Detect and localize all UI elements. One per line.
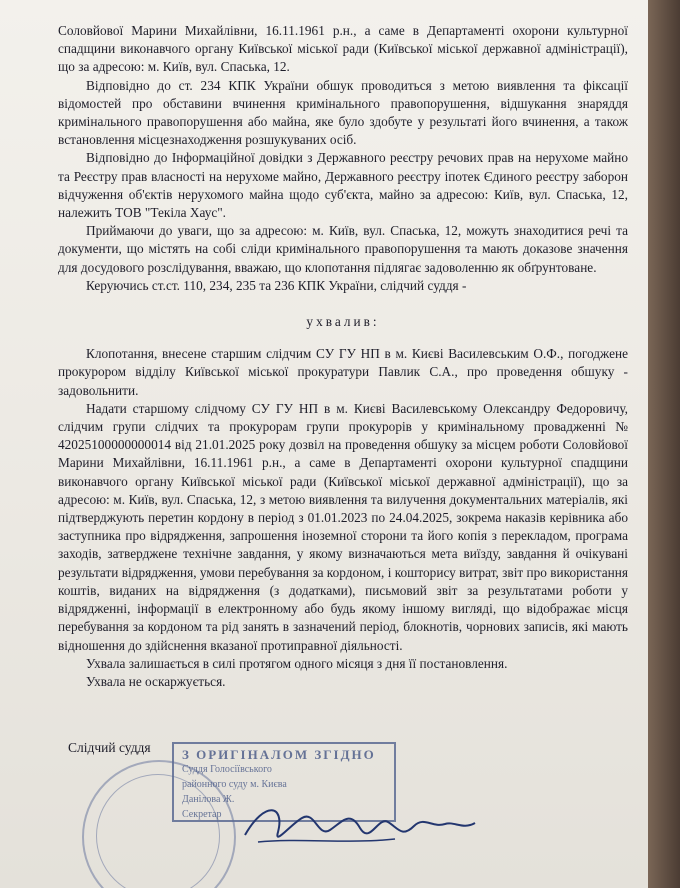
handwritten-signature bbox=[240, 790, 480, 860]
resolution-grant: Надати старшому слідчому СУ ГУ НП в м. Києві Василевському Олександру Федоровичу, слідчим групи слідчих та прокурорам групи прокурорів у кримінальному провадженні № 42025100000000014 від 21.01.2025 року дозвіл на проведення обшуку за місцем роботи Соловйової Марини Михайлівни, 16.11.1961 р.н., а саме в Департаменті охорони культурної спадщини виконавчого органу Київської міської ради (Київської міської державної адміністрації), що за адресою: м. Київ, вул. Спаська, 12, з метою виявлення та вилучення документальних матеріалів, які підтверджують перетин кордону в період з 01.01.2023 по 24.04.2025, зокрема наказів керівника або заступника про відрядження, запрошення іноземної сторони та його копія з перекладом, програма заходів, затверджене технічне завдання, у якому визначаються мета виїзду, завдання й очікувані результати відрядження, умови перебування за кордоном, і кошторису витрат, звіт про використання коштів, виданих на відрядження (з додатками), письмовий звіт за результатами роботи у відрядженні, інформації в електронному або будь якому іншому вигляді, що відображає місця перебування за кордоном та рід занять в зазначений період, блокнотів, чорнових записів, які мають відношення до здійснення вказаної протиправної діяльності. bbox=[58, 400, 628, 653]
stamp-line-2: районного суду м. Києва bbox=[182, 779, 287, 790]
paragraph-registry-info: Відповідно до Інформаційної довідки з Державного реєстру речових прав на нерухоме майно та Реєстру прав власності на нерухоме майно, Державного реєстру іпотек Єдиного реєстру заборон відчуження об'єктів нерухомого майна щодо суб'єкта, майно за адресою: Київ, вул. Спаська, 12, належить ТОВ "Текіла Хаус". bbox=[58, 150, 628, 221]
stamp-title: З ОРИГІНАЛОМ ЗГІДНО bbox=[182, 747, 376, 762]
paragraph-article-234: Відповідно до ст. 234 КПК України обшук проводиться з метою виявлення та фіксації відомостей про обставини вчинення кримінального правопорушення, відшукання знаряддя кримінального правопорушення або майна, яке було здобуте у результаті його вчинення, а також встановлення місцезнаходження розшукуваних осіб. bbox=[58, 77, 628, 148]
stamp-line-1: Суддя Голосіївського bbox=[182, 764, 272, 775]
resolution-validity: Ухвала залишається в силі протягом одного місяця з дня її постановлення. bbox=[86, 655, 508, 671]
paragraph-considering: Приймаючи до уваги, що за адресою: м. Київ, вул. Спаська, 12, можуть знаходитися речі та документи, що містять на собі сліди кримінального правопорушення та мають доказове значення для досудового розслідування, вважаю, що клопотання підлягає задоволенню як обґрунтоване. bbox=[58, 223, 628, 275]
background-edge bbox=[648, 0, 680, 888]
stamp-line-4: Секретар bbox=[182, 809, 222, 820]
resolution-heading: ухвалив: bbox=[306, 314, 380, 330]
stamp-line-3: Данілова Ж. bbox=[182, 794, 235, 805]
document-body bbox=[58, 22, 628, 691]
paragraph-intro: Соловйової Марини Михайлівни, 16.11.1961 р.н., а саме в Департаменті охорони культурної спадщини виконавчого органу Київської міської ради (Київської міської державної адміністрації), що за адресою: м. Київ, вул. Спаська, 12. bbox=[58, 23, 628, 75]
resolution-motion: Клопотання, внесене старшим слідчим СУ ГУ НП в м. Києві Василевським О.Ф., погоджене прокурором відділу Київської міської прокуратури Павлик С.А., про проведення обшуку - задовольнити. bbox=[58, 346, 628, 398]
signature-label: Слідчий суддя bbox=[68, 740, 151, 755]
paragraph-guided-by: Керуючись ст.ст. 110, 234, 235 та 236 КПК України, слідчий суддя - bbox=[86, 277, 467, 293]
resolution-not-appealable: Ухвала не оскаржується. bbox=[86, 673, 226, 689]
